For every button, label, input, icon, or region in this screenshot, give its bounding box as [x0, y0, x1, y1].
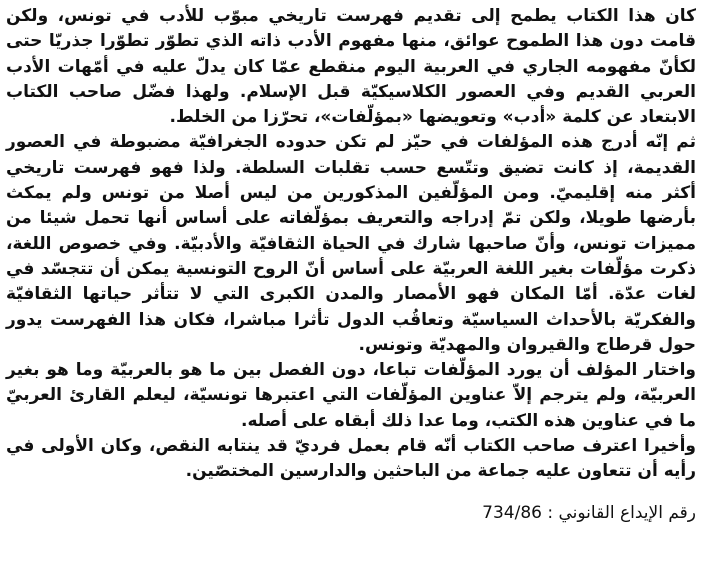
legal-deposit-number: رقم الإيداع القانوني : 734/86 [482, 502, 696, 523]
paragraph-2: ثم إنّه أدرج هذه المؤلفات في حيّز لم تكن حدوده الجغرافيّة مضبوطة في العصور القديمة، إذ كانت تضيق وتتّسع حسب تقلبات السلطة. ولذا فهو فهرست تاريخي أكثر منه إقليميّ. ومن المؤلّفين المذكورين من ليس أصلا من تونس ولم يمكث بأرضها طويلا، ولكن تمّ إدراجه والتعريف بمؤلّفاته على أساس أنها تحمل شيئا من مميزات تونس، وأنّ صاحبها شارك في الحياة الثقافيّة والأدبيّة. وفي خصوص اللغة، ذكرت مؤلّفات بغير اللغة العربيّة على أساس أنّ الروح التونسية يمكن أن تتجسّد في لغات عدّة. أمّا المكان فهو الأمصار والمدن الكبرى التي لا تتأثر حياتها الثقافيّة والفكريّة بالأحداث السياسيّة وتعاقُب الدول تأثرا مباشرا، فكان هذا الفهرست يدور حول قرطاج والقيروان والمهديّة وتونس. [6, 132, 696, 355]
paragraph-4: وأخيرا اعترف صاحب الكتاب أنّه قام بعمل فرديّ قد ينتابه النقص، وكان الأولى في رأيه أن تتعاون عليه جماعة من الباحثين والدارسين المختصّين. [6, 436, 696, 482]
paragraph-3: واختار المؤلف أن يورد المؤلّفات تباعا، دون الفصل بين ما هو بالعربيّة وما هو بغير العربيّة، ولم يترجم إلاّ عناوين المؤلّفات التي اعتبرها تونسيّة، ليعلم القارئ العربيّ ما في عناوين هذه الكتب، وما عدا ذلك أبقاه على أصله. [6, 360, 696, 431]
document-page [6, 4, 696, 525]
paragraph-1: كان هذا الكتاب يطمح إلى تقديم فهرست تاريخي مبوّب للأدب في تونس، ولكن قامت دون هذا الطموح عوائق، منها مفهوم الأدب ذاته الذي تطوّر تطوّرا جذريّا حتى لكأنّ مفهومه الجاري في العربية اليوم منقطع عمّا كان يدلّ عليه في أمّهات الأدب العربي القديم وفي العصور الكلاسيكيّة قبل الإسلام. ولهذا فضّل صاحب الكتاب الابتعاد عن كلمة «أدب» وتعويضها «بمؤلّفات»، تحرّزا من الخلط. [6, 6, 696, 128]
